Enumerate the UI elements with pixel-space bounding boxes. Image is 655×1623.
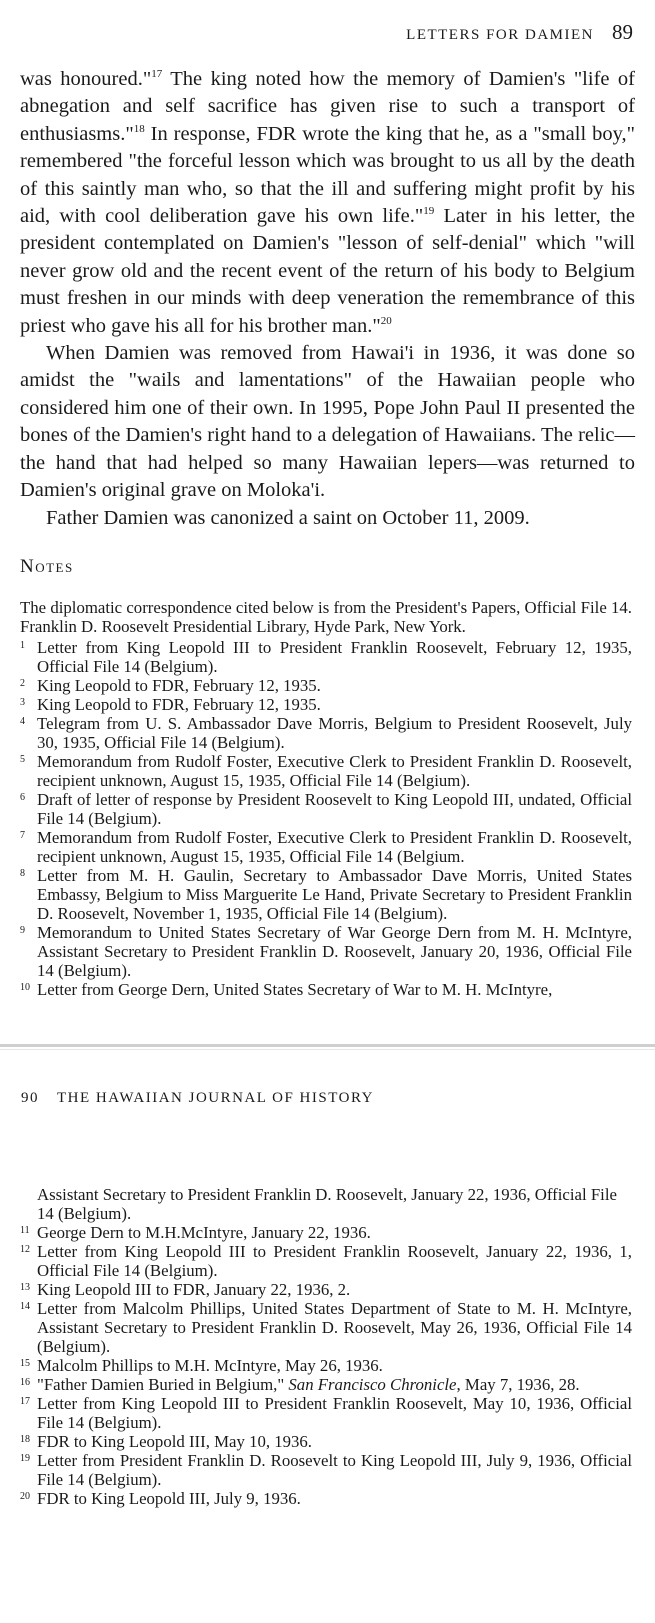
footnote [20,1451,632,1489]
text-run: In response, FDR wrote the king that he, as a "small boy," remembered "the forceful lesson which was brought to us all by the death of this saintly man who, so that the ill and suffering might profit by his aid, with cool deliberation gave his own life." [20,122,635,228]
footnote-text: Letter from King Leopold III to President Franklin Roosevelt, February 12, 1935, Official File 14 (Belgium). [37,638,632,676]
footnote [20,1223,632,1242]
footnote-text: "Father Damien Buried in Belgium," [37,1375,289,1394]
footnote-text: Telegram from U. S. Ambassador Dave Morris, Belgium to President Roosevelt, July 30, 1935, Official File 14 (Belgium). [37,714,632,752]
footnote-text: King Leopold to FDR, February 12, 1935. [37,695,321,714]
footnote [20,1280,632,1299]
page-number: 90 [21,1090,39,1106]
footnote-text: , May 7, 1936, 28. [456,1375,580,1394]
footnote-text: Letter from King Leopold III to President Franklin Roosevelt, May 10, 1936, Official File 14 (Belgium). [37,1394,632,1432]
footnote-text: FDR to King Leopold III, July 9, 1936. [37,1489,301,1508]
footnote-number: 6 [20,792,25,803]
footnote-number: 19 [20,1453,30,1464]
footnote-number: 13 [20,1282,30,1293]
footnote-number: 14 [20,1301,30,1312]
text-run: was honoured." [20,68,152,90]
footnote-text: Draft of letter of response by President Roosevelt to King Leopold III, undated, Official File 14 (Belgium). [37,790,632,828]
footnote-text: Memorandum from Rudolf Foster, Executive Clerk to President Franklin D. Roosevelt, recipient unknown, August 15, 1935, Official File 14 (Belgium). [37,752,632,790]
footnote-text: King Leopold III to FDR, January 22, 1936, 2. [37,1280,351,1299]
footnote [20,1432,632,1451]
page-divider-shadow [0,1049,655,1050]
running-head-title: THE HAWAIIAN JOURNAL OF HISTORY [57,1090,374,1106]
paragraph-2: When Damien was removed from Hawai'i in 1936, it was done so amidst the "wails and lamentations" of the Hawaiian people who considered him one of their own. In 1995, Pope John Paul II presented the bones of the Damien's right hand to a delegation of Hawaiians. The relic—the hand that had helped so many Hawaiian lepers—was returned to Damien's original grave on Moloka'i. [20,342,635,502]
footnote [20,676,632,695]
footnote-ref: 18 [133,122,145,135]
running-head-title: LETTERS FOR DAMIEN [406,27,594,43]
footnote-text: Memorandum from Rudolf Foster, Executive Clerk to President Franklin D. Roosevelt, recipient unknown, August 15, 1935, Official File 14 (Belgium. [37,828,632,866]
footnote-number: 15 [20,1358,30,1369]
footnote-number: 10 [20,982,30,993]
footnote-text: George Dern to M.H.McIntyre, January 22, 1936. [37,1223,371,1242]
footnote [20,980,632,999]
footnote [20,752,632,790]
notes-intro: The diplomatic correspondence cited below is from the President's Papers, Official File 14. Franklin D. Roosevelt Presidential Library, Hyde Park, New York. [20,598,632,636]
running-head-90 [21,1090,374,1107]
footnote-number: 11 [20,1225,30,1236]
footnote-ref: 20 [380,314,392,327]
footnote-ref: 17 [151,68,163,81]
footnote [20,1242,632,1280]
footnote [20,790,632,828]
footnote-number: 20 [20,1491,30,1502]
footnote-text: Letter from George Dern, United States Secretary of War to M. H. McIntyre, [37,980,553,999]
footnote-text: King Leopold to FDR, February 12, 1935. [37,676,321,695]
footnote [20,714,632,752]
paragraph-1 [20,66,635,340]
footnote-text: Letter from M. H. Gaulin, Secretary to Ambassador Dave Morris, United States Embassy, Belgium to Miss Marguerite Le Hand, Private Secretary to President Franklin D. Roosevelt, November 1, 1935, Official File 14 (Belgium). [37,866,632,923]
footnote-text: Letter from Malcolm Phillips, United States Department of State to M. H. McIntyre, Assistant Secretary to President Franklin D. Roosevelt, May 26, 1936, Official File 14 (Belgium). [37,1299,632,1356]
footnote-text: Memorandum to United States Secretary of War George Dern from M. H. McIntyre, Assistant Secretary to President Franklin D. Roosevelt, January 20, 1936, Official File 14 (Belgium). [37,923,632,980]
text-run: Later in his letter, the president contemplated on Damien's "lesson of self-denial" which "will never grow old and the recent event of the return of his body to Belgium must freshen in our minds with deep veneration the remembrance of this priest who gave his all for his brother man." [20,205,635,337]
footnote-continuation: Assistant Secretary to President Franklin D. Roosevelt, January 22, 1936, Official File 14 (Belgium). [37,1185,617,1223]
footnote-number: 5 [20,754,25,765]
footnote-number: 9 [20,925,25,936]
footnote [20,1299,632,1356]
running-head-89 [406,20,633,45]
footnote [20,923,632,980]
footnote-number: 3 [20,697,25,708]
footnote-number: 2 [20,678,25,689]
footnote-text: FDR to King Leopold III, May 10, 1936. [37,1432,313,1451]
newspaper-title: San Francisco Chronicle [288,1375,457,1394]
footnote-text: Malcolm Phillips to M.H. McIntyre, May 26, 1936. [37,1356,383,1375]
footnote [20,638,632,676]
footnote-number: 8 [20,868,25,879]
footnote-number: 17 [20,1396,30,1407]
paragraph-3: Father Damien was canonized a saint on October 11, 2009. [46,506,530,529]
footnote-text: Letter from President Franklin D. Roosevelt to King Leopold III, July 9, 1936, Official File 14 (Belgium). [37,1451,632,1489]
footnote [20,1356,632,1375]
footnote [20,828,632,866]
page-number: 89 [612,20,633,44]
footnote-text: Letter from King Leopold III to President Franklin Roosevelt, January 22, 1936, 1, Official File 14 (Belgium). [37,1242,632,1280]
footnote [20,695,632,714]
footnote-number: 12 [20,1244,30,1255]
footnote-number: 4 [20,716,25,727]
notes-list-89 [20,638,632,999]
text-run: The king noted how the memory of Damien's "life of abnegation and self sacrifice has given rise to such a transport of enthusiasms." [20,68,635,145]
notes-heading: Notes [20,556,74,577]
footnote [20,1394,632,1432]
body-text [20,66,635,532]
footnote-number: 1 [20,640,25,651]
footnote-number: 18 [20,1434,30,1445]
footnote [20,866,632,923]
footnote [20,1489,632,1508]
notes-list-90 [20,1185,632,1508]
footnote-number: 16 [20,1377,30,1388]
footnote-number: 7 [20,830,25,841]
footnote-ref: 19 [423,205,435,218]
page-divider [0,1044,655,1047]
footnote [20,1375,632,1394]
